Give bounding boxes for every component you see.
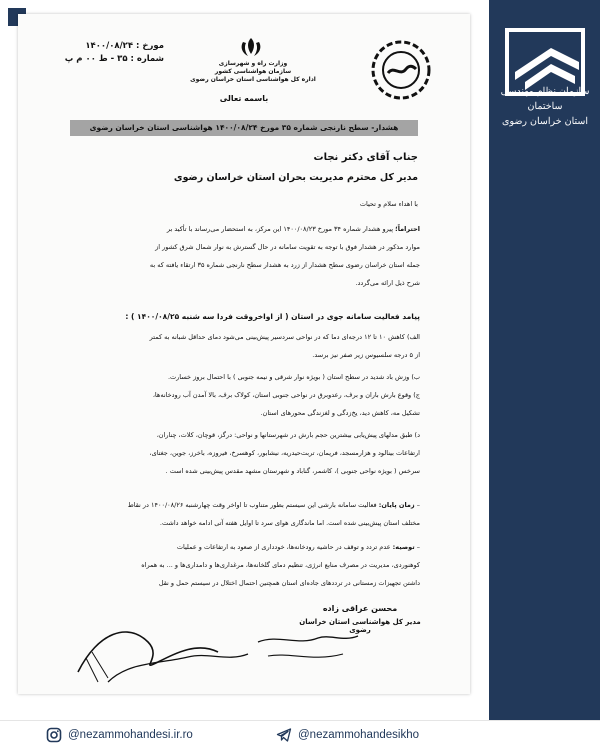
addressee-name: جناب آقای دکتر نجات (313, 152, 418, 163)
intro-lead: احتراماً؛ (395, 225, 420, 233)
forecast-heading: پیامد فعالیت سامانه جوی در استان ( از اواخروقت فردا سه شنبه ۱۴۰۰/۰۸/۲۵ ) : (125, 312, 420, 321)
handwritten-signature (68, 612, 368, 690)
letter-page (18, 14, 470, 694)
brand-province: استان خراسان رضوی (502, 116, 588, 127)
end-time-line: فعالیت سامانه بارشی این سیستم بطور متناوب تا اواخر وقت چهارشنبه ۱۴۰۰/۰۸/۲۶ در نقاط (127, 501, 379, 509)
intro-paragraph (64, 220, 420, 292)
bismillah: باسمه تعالی (219, 94, 269, 103)
forecast-item: د) طبق مدلهای پیش‌یابی بیشترین حجم بارش در شهرستانها و نواحی: درگز، قوچان، کلات، چناران، (156, 431, 420, 439)
signer-name: محسن عراقی زاده (322, 604, 398, 613)
end-time-paragraph: – زمان پایان: فعالیت سامانه بارشی این سیستم بطور متناوب تا اواخر وقت چهارشنبه ۱۴۰۰/۰۸/۲۶ در نقاط مختلف استان پیش‌بینی شده است. اما ماندگاری هوای سرد تا اوایل هفته آتی ادامه خواهد داشت. (64, 496, 420, 532)
meteorology-seal-icon (370, 39, 432, 101)
greeting: با اهداء سلام و تحیات (359, 200, 418, 208)
social-footer (0, 720, 600, 751)
letter-number: شماره : ۳۵ - ط ۰۰ م پ (64, 54, 164, 64)
brand-sidebar (489, 0, 600, 720)
ministry-line: وزارت راه و شهرسازی (218, 60, 288, 67)
telegram-icon[interactable] (276, 727, 292, 743)
forecast-item: الف) کاهش ۱۰ تا ۱۲ درجه‌ای دما که در نواحی سردسیر پیش‌بینی می‌شود دمای حداقل شبانه به کمتر (149, 333, 420, 341)
organization-line: سازمان هواشناسی کشور (214, 68, 292, 75)
end-time-label: زمان پایان: (378, 501, 415, 509)
instagram-handle[interactable]: @nezammohandesi.ir.ro (68, 729, 193, 741)
signer-title: مدیر کل هواشناسی استان خراسان رضوی (299, 618, 421, 634)
forecast-item: از ۵ درجه سلسیوس زیر صفر نیز برسد. (312, 351, 420, 359)
addressee-title: مدیر کل محترم مدیریت بحران استان خراسان رضوی (173, 172, 418, 183)
forecast-items (64, 328, 420, 480)
advice-label: توصیه: (392, 543, 415, 551)
forecast-item: ج) وقوع بارش باران و برف، رعدوبرق در نواحی جنوبی استان، کولاک برف، بالا آمدن آب رودخانه‌ها، (152, 391, 420, 399)
instagram-icon[interactable] (46, 727, 62, 743)
ministry-header (183, 60, 323, 84)
forecast-item: تشکیل مه، کاهش دید، یخ‌زدگی و لغزندگی محورهای استان. (260, 409, 420, 417)
brand-name: سازمان نظام مهندسی ساختمان (500, 86, 590, 112)
forecast-item: ارتفاعات بینالود و هزارمسجد، فریمان، تربت‌حیدریه، نیشابور، کوهسرخ، فیروزه، باخرز، جوین، جغتای، (149, 449, 420, 457)
telegram-handle[interactable]: @nezammohandesikho (298, 729, 419, 741)
advice-line: کوهنوردی، مدیریت در مصرف منابع انرژی، تنظیم دمای گلخانه‌ها، مرغداری‌ها و دامداری‌ها و ... به همراه (141, 561, 420, 569)
advice-line: عدم تردد و توقف در حاشیه رودخانه‌ها، خودداری از صعود به ارتفاعات و عملیات (176, 543, 393, 551)
advice-paragraph: – توصیه: عدم تردد و توقف در حاشیه رودخانه‌ها، خودداری از صعود به ارتفاعات و عملیات کوهنوردی، مدیریت در مصرف منابع انرژی، تنظیم دمای گلخانه‌ها، مرغداری‌ها و دامداری‌ها و ... به همراه داشتن تجهیزات زمستانی در ترددهای جاده‌ای استان همچنین احتمال اختلال در سیستم حمل و نقل (64, 538, 420, 592)
forecast-item: سرخس ( بویژه نواحی جنوبی )، کاشمر، گناباد و شهرستان مشهد مقدس پیش‌بینی شده است . (165, 467, 420, 475)
intro-line: شرح ذیل ارائه می‌گردد. (355, 279, 420, 287)
advice-line: داشتن تجهیزات زمستانی در ترددهای جاده‌ای استان همچنین احتمال اختلال در سیستم حمل و نقل (158, 579, 420, 587)
letter-subject: هشدار- سطح نارنجی شماره ۳۵ مورخ ۱۴۰۰/۰۸/۲۴ هواشناسی استان خراسان رضوی (70, 120, 418, 136)
forecast-item: ب) وزش باد شدید در سطح استان ( بویژه نوار شرقی و نیمه جنوبی ) با احتمال بروز خسارت. (167, 373, 420, 381)
department-line: اداره کل هواشناسی استان خراسان رضوی (190, 76, 316, 83)
intro-line: پیرو هشدار شماره ۳۴ مورخ ۱۴۰۰/۰۸/۲۳ این مرکز، به استحضار می‌رساند با تأکید بر (166, 225, 396, 233)
letter-date: مورخ : ۱۴۰۰/۰۸/۲۴ (85, 41, 164, 51)
intro-line: موارد مذکور در هشدار فوق با توجه به تقویت سامانه در حال گسترش به نوار شمال شرق کشور از (155, 243, 420, 251)
end-time-line: مختلف استان پیش‌بینی شده است. اما ماندگاری هوای سرد تا اوایل هفته آتی ادامه خواهد داشت. (159, 519, 420, 527)
intro-line: جمله استان خراسان رضوی سطح هشدار از زرد به هشدار سطح نارنجی شماره ۳۵ ارتقاء یافته که به (149, 261, 420, 269)
letter-meta (44, 40, 164, 66)
iran-emblem-icon (238, 36, 264, 58)
